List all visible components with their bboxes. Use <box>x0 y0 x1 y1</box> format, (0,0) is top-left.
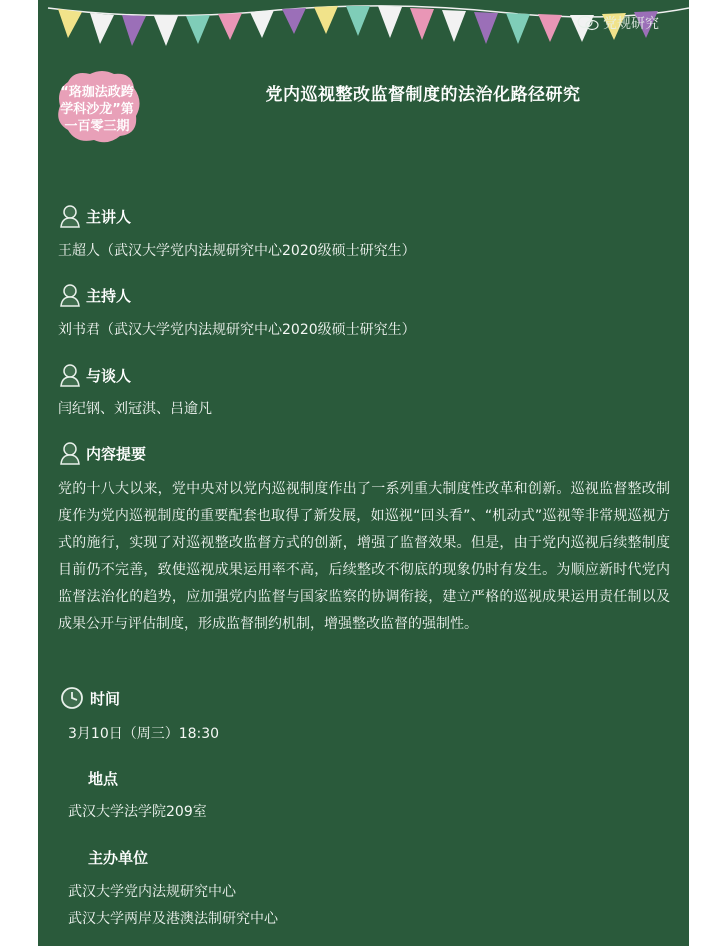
salon-badge-text: “珞珈法政跨学科沙龙”第一百零三期 <box>60 85 134 134</box>
time-value: 3月10日（周三）18:30 <box>68 726 220 742</box>
speaker-value: 王超人（武汉大学党内法规研究中心2020级硕士研究生） <box>58 243 416 259</box>
person-icon <box>60 441 80 465</box>
watermark-text: 党规研究 <box>603 16 659 32</box>
speaker-heading-label: 主讲人 <box>86 207 132 226</box>
wechat-icon <box>577 15 599 31</box>
organizer-value-1: 武汉大学党内法规研究中心 <box>68 884 236 900</box>
location-heading: 地点 <box>88 770 119 788</box>
person-icon <box>60 283 80 307</box>
watermark <box>577 13 659 33</box>
location-value: 武汉大学法学院209室 <box>68 804 207 820</box>
organizer-heading: 主办单位 <box>88 849 149 867</box>
summary-heading <box>60 441 146 465</box>
time-heading <box>60 686 120 710</box>
host-heading <box>60 283 131 307</box>
discussants-heading-label: 与谈人 <box>86 366 132 385</box>
summary-heading-label: 内容提要 <box>86 444 147 463</box>
time-heading-label: 时间 <box>90 689 121 708</box>
speaker-heading <box>60 204 131 228</box>
discussants-value: 闫纪钢、刘冠淇、吕逾凡 <box>58 401 212 417</box>
host-value: 刘书君（武汉大学党内法规研究中心2020级硕士研究生） <box>58 322 416 338</box>
discussants-heading <box>60 363 131 387</box>
organizer-value-2: 武汉大学两岸及港澳法制研究中心 <box>68 911 278 927</box>
person-icon <box>60 204 80 228</box>
host-heading-label: 主持人 <box>86 286 132 305</box>
chalkboard-poster <box>38 0 689 946</box>
clock-icon <box>60 686 84 710</box>
page-title: 党内巡视整改监督制度的法治化路径研究 <box>265 85 581 105</box>
person-icon <box>60 363 80 387</box>
summary-text: 党的十八大以来，党中央对以党内巡视制度作出了一系列重大制度性改革和创新。巡视监督整改制度作为党内巡视制度的重要配套也取得了新发展，如巡视“回头看”、“机动式”巡视等非常规巡视方式的施行，实现了对巡视整改监督方式的创新，增强了监督效果。但是，由于党内巡视后续整制度目前仍不完善，致使巡视成果运用率不高，后续整改不彻底的现象仍时有发生。为顺应新时代党内监督法治化的趋势，应加强党内监督与国家监察的协调衔接，建立严格的巡视成果运用责任制以及成果公开与评估制度，形成监督制约机制，增强整改监督的强制性。 <box>58 481 670 632</box>
